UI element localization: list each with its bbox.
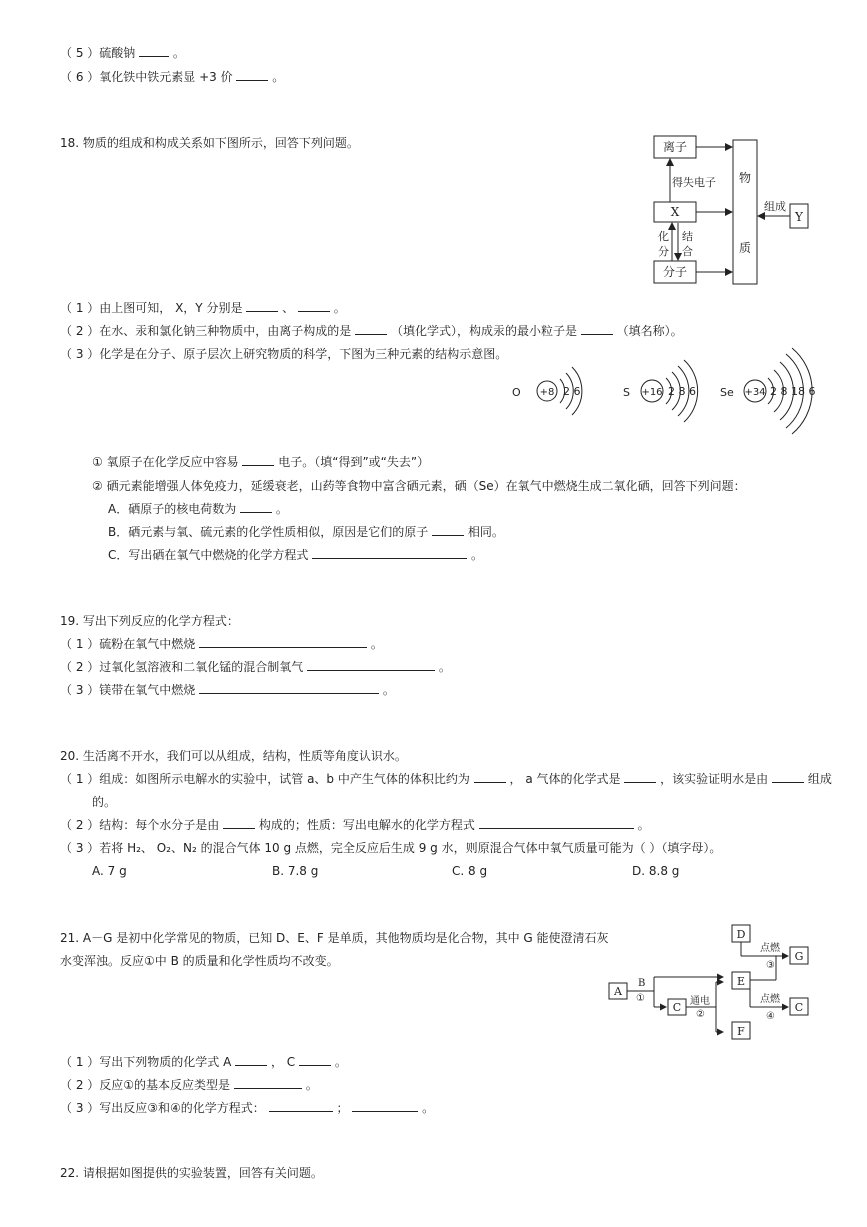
atom-symbol: S — [623, 386, 630, 399]
q20-part3: （ 3 ）若将 H₂、 O₂、N₂ 的混合气体 10 g 点燃，完全反应后生成 9 g 水，则原混合气体中氧气质量可能为（ ）（填字母）。 — [60, 841, 722, 855]
punctuation: 。 — [333, 301, 346, 315]
q19-part1 — [60, 636, 383, 652]
punctuation: 、 — [282, 301, 295, 315]
reaction-4: ④ — [766, 1011, 775, 1022]
q18-sub1-text: 电子。（填“得到”或“失去”） — [278, 455, 430, 469]
ion-label: 离子 — [662, 140, 688, 154]
ignite-label-1: 点燃 — [760, 943, 780, 954]
q21-stem-line1: 21. A－G 是初中化学常见的物质，已知 D、E、F 是单质，其他物质均是化合物，其中 G 能使澄清石灰 — [60, 931, 609, 945]
answer-blank[interactable] — [269, 1100, 333, 1112]
q19-part3-text: （ 3 ）镁带在氧气中燃烧 — [60, 683, 196, 697]
substance-label-1: 物 — [738, 171, 752, 185]
q18-sub-c — [108, 547, 483, 563]
label-c-product: C — [794, 1001, 804, 1014]
q20-part1-text: ， a 气体的化学式是 — [509, 772, 621, 786]
molecule-label: 分子 — [662, 265, 688, 279]
q18-part2-text: （填名称）。 — [616, 324, 683, 338]
q20-option-b[interactable]: B. 7.8 g — [272, 864, 319, 878]
label-d: D — [736, 928, 746, 941]
label-c: C — [672, 1001, 682, 1014]
answer-blank[interactable] — [312, 547, 467, 559]
punctuation: 。 — [382, 683, 395, 697]
gain-lose-label: 得失电子 — [672, 176, 716, 189]
nucleus-charge: +34 — [744, 387, 766, 398]
substance-label-2: 质 — [738, 241, 752, 255]
ignite-label-2: 点燃 — [760, 994, 780, 1005]
label-g: G — [794, 950, 804, 963]
q20-option-c[interactable]: C. 8 g — [452, 864, 488, 878]
q21-reaction-diagram — [606, 920, 816, 1048]
electrolysis-label: 通电 — [690, 996, 710, 1007]
answer-blank[interactable] — [474, 771, 506, 783]
label-f: F — [737, 1025, 745, 1038]
answer-blank[interactable] — [234, 1077, 302, 1089]
q21-part3-text: （ 3 ）写出反应③和④的化学方程式： — [60, 1101, 265, 1115]
oxygen-atom-diagram — [512, 367, 582, 415]
answer-blank[interactable] — [298, 300, 330, 312]
answer-blank[interactable] — [240, 501, 272, 513]
nucleus-charge: +16 — [641, 387, 663, 398]
q21-part3 — [60, 1100, 434, 1116]
answer-blank[interactable] — [242, 454, 274, 466]
atom-symbol: O — [512, 386, 521, 399]
q18-sub-a-text: A．硒原子的核电荷数为 — [108, 502, 237, 516]
q21-part1 — [60, 1054, 347, 1070]
q18-sub1 — [92, 454, 429, 470]
label-b: B — [638, 978, 646, 989]
q20-stem: 20. 生活离不开水，我们可以从组成，结构，性质等角度认识水。 — [60, 749, 407, 763]
q18-part1 — [60, 300, 346, 316]
answer-blank[interactable] — [223, 817, 255, 829]
q19-part3 — [60, 682, 395, 698]
punctuation: 。 — [438, 660, 451, 674]
q18-part2-text: （ 2 ）在水、汞和氯化钠三种物质中，由离子构成的是 — [60, 324, 352, 338]
q21-part2-text: （ 2 ）反应①的基本反应类型是 — [60, 1078, 231, 1092]
q18-sub-c-text: C．写出硒在氧气中燃烧的化学方程式 — [108, 548, 309, 562]
q20-part1-text: 组成 — [807, 772, 832, 786]
reaction-1: ① — [636, 993, 645, 1004]
reaction-2: ② — [696, 1009, 705, 1020]
reaction-3: ③ — [766, 960, 775, 971]
q20-option-a[interactable]: A. 7 g — [92, 864, 127, 878]
q17-part6-text: （ 6 ）氧化铁中铁元素显 +3 价 — [60, 70, 233, 84]
q19-part2-text: （ 2 ）过氧化氢溶液和二氧化锰的混合制氧气 — [60, 660, 304, 674]
q17-part5-text: （ 5 ）硫酸钠 — [60, 46, 136, 60]
y-label: Y — [795, 210, 803, 224]
q17-part5 — [60, 45, 185, 61]
q22-stem: 22. 请根据如图提供的实验装置，回答有关问题。 — [60, 1166, 323, 1180]
q18-sub1-text: ① 氧原子在化学反应中容易 — [92, 455, 239, 469]
combine-label-2: 合 — [682, 245, 693, 258]
q20-part2 — [60, 817, 650, 833]
q21-stem-line2: 水变浑浊。反应①中 B 的质量和化学性质均不改变。 — [60, 954, 339, 968]
x-label: X — [670, 205, 680, 219]
punctuation: 。 — [370, 637, 383, 651]
q18-part3: （ 3 ）化学是在分子、原子层次上研究物质的科学，下图为三种元素的结构示意图。 — [60, 347, 508, 361]
q18-composition-diagram — [640, 128, 820, 296]
atomic-structure-diagrams — [500, 345, 820, 443]
q18-sub-b-text: 相同。 — [467, 525, 504, 539]
answer-blank[interactable] — [199, 682, 379, 694]
q20-part1 — [60, 771, 832, 787]
combine-label-1: 结 — [682, 230, 693, 243]
q21-part2 — [60, 1077, 318, 1093]
q21-part1-text: ， C — [270, 1055, 296, 1069]
q18-sub-a — [108, 501, 288, 517]
q20-option-d[interactable]: D. 8.8 g — [632, 864, 680, 878]
atom-symbol: Se — [720, 386, 734, 399]
answer-blank[interactable] — [624, 771, 656, 783]
q21-part1-text: （ 1 ）写出下列物质的化学式 A — [60, 1055, 232, 1069]
answer-blank[interactable] — [236, 69, 268, 81]
decompose-label-2: 分 — [658, 245, 669, 258]
answer-blank[interactable] — [352, 1100, 418, 1112]
q19-part1-text: （ 1 ）硫粉在氧气中燃烧 — [60, 637, 196, 651]
electron-shells: 2 8 18 6 — [770, 385, 816, 398]
electron-shells: 2 6 — [563, 385, 581, 398]
q18-sub-b-text: B．硒元素与氧、硫元素的化学性质相似，原因是它们的原子 — [108, 525, 429, 539]
punctuation: 。 — [275, 502, 288, 516]
answer-blank[interactable] — [355, 323, 387, 335]
substance-box — [733, 140, 757, 284]
punctuation: ； — [336, 1101, 349, 1115]
punctuation: 。 — [422, 1101, 435, 1115]
q20-part1-cont: 的。 — [92, 795, 117, 809]
answer-blank[interactable] — [772, 771, 804, 783]
q18-sub2: ② 硒元素能增强人体免疫力，延缓衰老，山药等食物中富含硒元素，硒（Se）在氧气中燃烧生成二氧化硒，回答下列问题： — [92, 479, 746, 493]
answer-blank[interactable] — [139, 45, 169, 57]
punctuation: 。 — [305, 1078, 318, 1092]
punctuation: 。 — [637, 818, 650, 832]
q18-sub-b — [108, 524, 504, 540]
selenium-atom-diagram — [720, 348, 815, 434]
decompose-label-1: 化 — [658, 230, 669, 243]
q20-part2-text: （ 2 ）结构：每个水分子是由 — [60, 818, 220, 832]
q18-stem: 18. 物质的组成和构成关系如下图所示，回答下列问题。 — [60, 136, 359, 150]
q20-part1-text: （ 1 ）组成：如图所示电解水的实验中，试管 a、b 中产生气体的体积比约为 — [60, 772, 470, 786]
q18-part2 — [60, 323, 683, 339]
answer-blank[interactable] — [479, 817, 634, 829]
punctuation: 。 — [172, 46, 185, 60]
q20-part1-text: ，该实验证明水是由 — [660, 772, 769, 786]
answer-blank[interactable] — [246, 300, 278, 312]
label-e: E — [736, 975, 746, 988]
q17-part6 — [60, 69, 284, 85]
answer-blank[interactable] — [235, 1054, 267, 1066]
punctuation: 。 — [334, 1055, 347, 1069]
compose-label: 组成 — [764, 200, 786, 213]
electron-shells: 2 8 6 — [668, 385, 696, 398]
q20-part2-text: 构成的；性质：写出电解水的化学方程式 — [258, 818, 475, 832]
q18-part2-text: （填化学式），构成汞的最小粒子是 — [390, 324, 577, 338]
q19-part2 — [60, 659, 451, 675]
label-a: A — [614, 985, 622, 998]
answer-blank[interactable] — [432, 524, 464, 536]
q19-stem: 19. 写出下列反应的化学方程式： — [60, 614, 239, 628]
punctuation: 。 — [272, 70, 285, 84]
answer-blank[interactable] — [299, 1054, 331, 1066]
answer-blank[interactable] — [199, 636, 367, 648]
answer-blank[interactable] — [581, 323, 613, 335]
answer-blank[interactable] — [307, 659, 435, 671]
sulfur-atom-diagram — [623, 360, 698, 422]
punctuation: 。 — [471, 548, 484, 562]
nucleus-charge: +8 — [539, 387, 555, 398]
q18-part1-text: （ 1 ）由上图可知， X，Y 分别是 — [60, 301, 243, 315]
